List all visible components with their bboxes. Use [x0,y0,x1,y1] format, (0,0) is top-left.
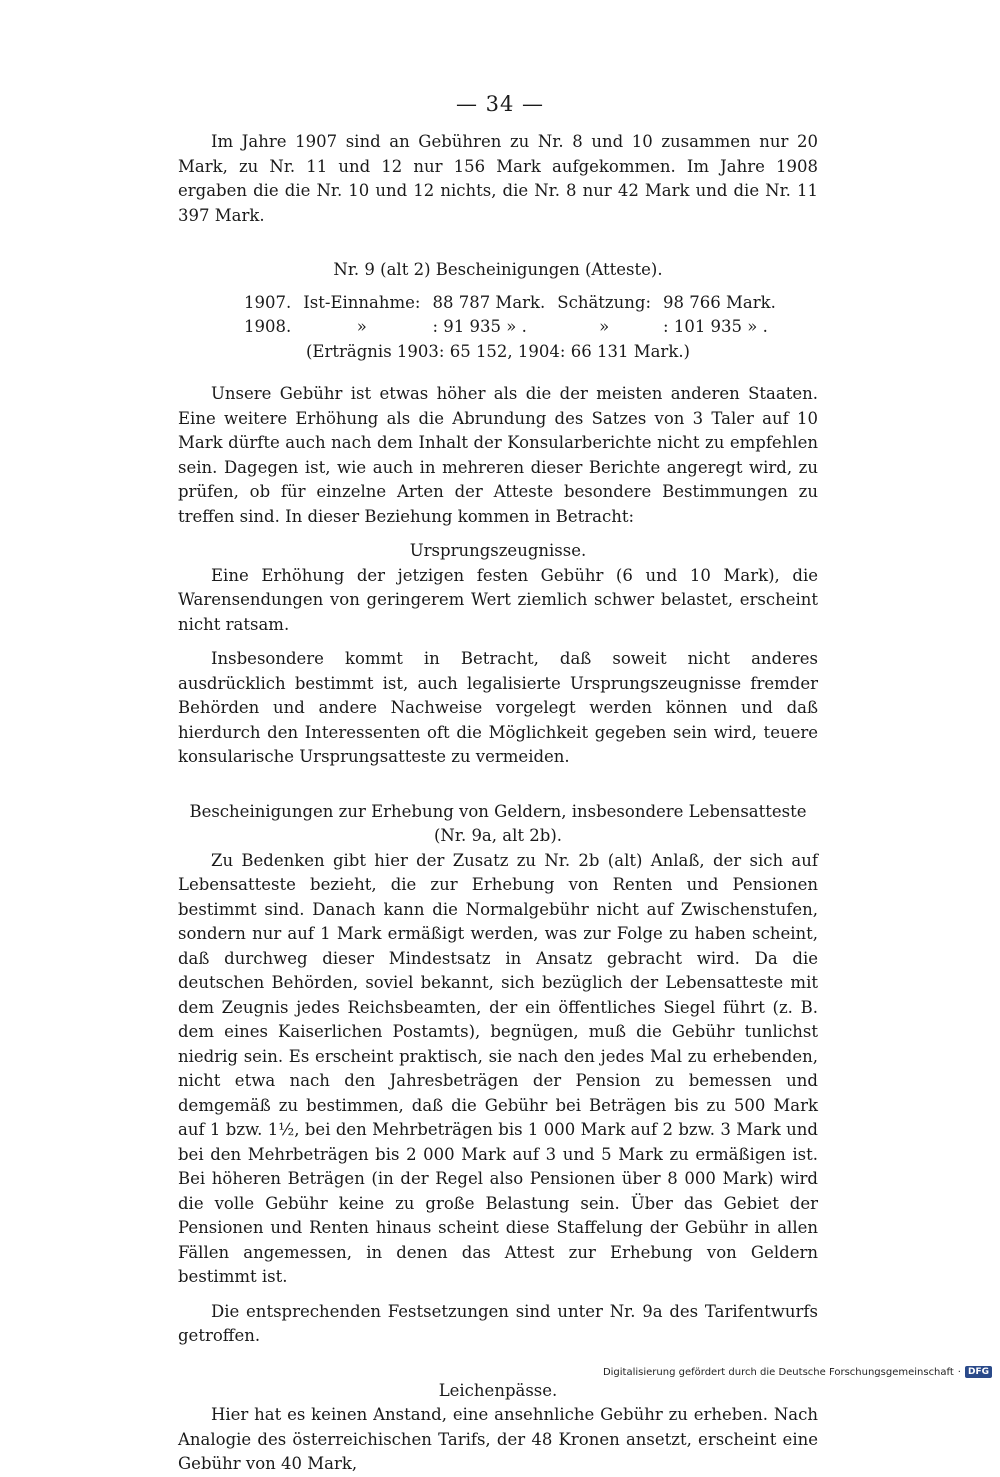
paragraph-1: Im Jahre 1907 sind an Gebühren zu Nr. 8 und 10 zusammen nur 20 Mark, zu Nr. 11 und 12 nur 156 Mark aufgekommen. Im Jahre 1908 ergaben die die Nr. 10 und 12 nichts, die Nr. 8 nur 42 Mark und die Nr. 11 397 Mark. [178,132,818,225]
section-heading-geldern: Bescheinigungen zur Erhebung von Geldern, insbesondere Lebensatteste [189,801,807,821]
paragraph-7: Hier hat es keinen Anstand, eine ansehnliche Gebühr zu erheben. Nach Analogie des österreichischen Tarifs, der 48 Kronen ansetzt, erscheint eine Gebühr von 40 Mark, [178,1405,818,1473]
label-cell: Ist-Einnahme: [303,292,421,312]
section-heading-leichen: Leichenpässe. [438,1380,558,1400]
footer-text: Digitalisierung gefördert durch die Deutsche Forschungsgemeinschaft [602,1366,954,1378]
value-cell: 88 787 Mark. [432,292,546,312]
paragraph-6: Die entsprechenden Festsetzungen sind unter Nr. 9a des Tarifentwurfs getroffen. [178,1301,818,1345]
section-heading-geldern-ref: (Nr. 9a, alt 2b). [434,826,562,845]
label-cell: Schätzung: [557,292,652,312]
table-row [238,315,782,340]
year-cell: 1907. [244,292,292,312]
table-row [238,291,782,316]
label-cell: » [356,317,367,336]
label-cell: » [599,317,610,336]
paragraph-3: Eine Erhöhung der jetzigen festen Gebühr (6 und 10 Mark), die Warensendungen von geringerem Wert ziemlich schwer belastet, erscheint nicht ratsam. [178,565,818,634]
paragraph-5: Zu Bedenken gibt hier der Zusatz zu Nr. 2b (alt) Anlaß, der sich auf Lebensatteste bezieht, die zur Erhebung von Renten und Pensionen bestimmt sind. Danach kann die Normalgebühr nicht auf Zwischenstufen, sondern nur auf 1 Mark ermäßigt werden, was zur Folge zu haben scheint, daß durchweg dieser Mindestsatz in Ansatz gebracht wird. Da die deutschen Behörden, soviel bekannt, sich bezüglich der Lebensatteste mit dem Zeugnis jedes Reichsbeamten, der ein öffentliches Siegel führt (z. B. dem eines Kaiserlichen Postamts), begnügen, muß die Gebühr tunlichst niedrig sein. Es erscheint praktisch, sie nach den jedes Mal zu erhebenden, nicht etwa nach den Jahresbeträgen der Pension zu bemessen und demgemäß zu bestimmen, daß die Gebühr bei Beträgen bis zu 500 Mark auf 1 bzw. 1½, bei den Mehrbeträgen bis 1 000 Mark auf 2 bzw. 3 Mark und bei den Mehrbeträgen bis 2 000 Mark auf 3 und 5 Mark zu ermäßigen ist. Bei höheren Beträgen (in der Regel also Pensionen über 8 000 Mark) wird die volle Gebühr keine zu große Belastung sein. Über das Gebiet der Pensionen und Renten hinaus scheint diese Staffelung der Gebühr in allen Fällen angemessen, in denen das Attest zur Erhebung von Geldern bestimmt ist. [178,850,818,1286]
ertraegnis-line: (Erträgnis 1903: 65 152, 1904: 66 131 Mark.) [306,341,690,361]
dfg-logo-icon: DFG [965,1366,992,1378]
section-heading-ursprung: Ursprungszeugnisse. [409,541,587,560]
value-cell: : 101 935 » . [663,317,768,336]
value-cell: 98 766 Mark. [663,292,776,312]
footer-credit: Digitalisierung gefördert durch die Deutsche Forschungsgemeinschaft · DFG [603,1366,992,1378]
value-cell: : 91 935 » . [432,317,527,336]
paragraph-2: Unsere Gebühr ist etwas höher als die der meisten anderen Staaten. Eine weitere Erhöhung als die Abrundung des Satzes von 3 Taler auf 10 Mark dürfte auch nach dem Inhalt der Konsularberichte nicht zu empfehlen sein. Dagegen ist, wie auch in mehreren dieser Berichte angeregt wird, zu prüfen, ob für einzelne Arten der Atteste besondere Bestimmungen zu treffen sind. In dieser Beziehung kommen in Betracht: [178,384,818,526]
revenue-table [238,291,782,340]
page-number: — 34 — [455,92,545,116]
section-heading-nr9: Nr. 9 (alt 2) Bescheinigungen (Atteste). [333,260,663,279]
year-cell: 1908. [244,317,292,336]
document-body [178,130,818,1477]
paragraph-4: Insbesondere kommt in Betracht, daß soweit nicht anderes ausdrücklich bestimmt ist, auch legalisierte Ursprungszeugnisse fremder Behörden und andere Nachweise vorgelegt werden können und daß hierdurch den Interessenten oft die Möglichkeit gegeben sein wird, teuere konsularische Ursprungsatteste zu vermeiden. [178,649,818,766]
